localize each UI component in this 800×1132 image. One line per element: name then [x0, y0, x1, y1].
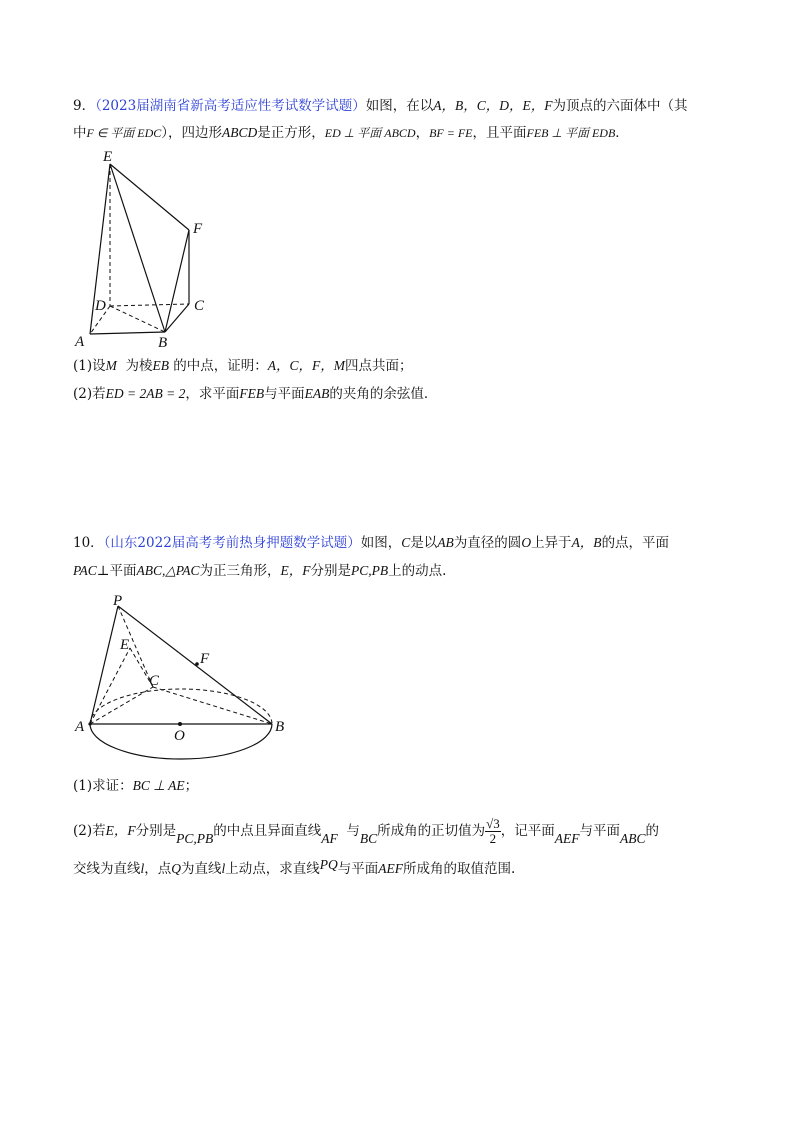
q9-text: 四点共面； [345, 358, 413, 374]
q10-math: ABC,△PAC [136, 563, 200, 578]
label-D: D [95, 298, 106, 314]
q10-text: 所成角的取值范围. [403, 861, 516, 877]
q10-stem-line1 [73, 533, 669, 553]
q10-text: 的 [645, 823, 659, 839]
q10-math: BC ⊥ AE [132, 778, 185, 793]
q10-math: BC [359, 831, 378, 846]
q9-condition: FEB ⊥ 平面 EDB [526, 126, 616, 140]
q10-text: 与平面 [579, 823, 620, 839]
fraction-denominator: 2 [489, 831, 497, 846]
label-C: C [194, 298, 205, 314]
q10-math: l [140, 861, 145, 876]
q10-source: （山东2022届高考考前热身押题数学试题） [103, 535, 361, 551]
q10-text: 分别是 [135, 823, 177, 839]
q9-stem-line2 [73, 123, 629, 143]
q10-math: E，F [105, 823, 136, 838]
q9-math: A，C，F，M [267, 358, 346, 373]
q10-part1 [73, 776, 198, 796]
hidden-edge-DC [110, 304, 189, 306]
q10-math: AEF [554, 831, 580, 846]
q10-text: (2)若 [73, 823, 106, 839]
q10-text: (1)求证： [73, 778, 133, 794]
q10-math: PAC [73, 563, 97, 578]
q10-text: ； [184, 778, 199, 794]
hidden-edge-CB [153, 687, 272, 724]
q10-part2-line1 [73, 816, 659, 846]
q9-text: 的夹角的余弦值． [329, 386, 438, 402]
q9-math: FEB [239, 386, 265, 401]
q10-text: 上异于 [531, 535, 572, 551]
q9-stem-line1 [73, 96, 687, 116]
fraction-sqrt3-over-2 [485, 817, 501, 846]
q10-text: ，记平面 [500, 823, 555, 839]
q10-math: l [221, 861, 226, 876]
q9-text: (1)设 [73, 358, 106, 374]
q10-text: 交线为直线 [73, 861, 141, 877]
point-A [88, 722, 91, 725]
q10-math: O [521, 535, 532, 550]
q9-part2 [73, 384, 437, 404]
q10-text: ，点 [144, 861, 172, 877]
q9-text: ． [615, 125, 629, 141]
q10-math: PQ [319, 857, 338, 872]
label-B: B [275, 719, 285, 735]
q9-part1 [73, 356, 413, 376]
q9-text: 中 [73, 125, 87, 141]
fraction-numerator: √3 [486, 816, 500, 831]
q10-stem-line2 [73, 561, 446, 581]
q9-text: 为顶点的六面体中（其 [552, 98, 688, 114]
q10-text: ⊥平面 [96, 563, 137, 579]
q10-text: 所成角的正切值为 [377, 823, 486, 839]
label-C: C [149, 673, 160, 689]
q9-text: ，且平面 [472, 125, 527, 141]
label-A: A [75, 334, 85, 350]
edge-PA [90, 606, 118, 724]
q10-text: 为正三角形， [199, 563, 281, 579]
q9-math: EAB [304, 386, 330, 401]
q10-text: 与 [346, 823, 360, 839]
edge-EF [110, 164, 189, 230]
label-A: A [75, 719, 85, 735]
q10-math: E，F [280, 563, 311, 578]
label-P: P [113, 593, 123, 609]
label-F: F [193, 221, 203, 237]
q9-condition: F ∈ 平面 EDC [86, 126, 162, 140]
q9-vertices: A，B，C，D，E，F [433, 98, 553, 113]
q10-text: 为直径的圆 [453, 535, 522, 551]
q10-text: 如图， [360, 535, 402, 551]
label-E: E [103, 149, 113, 165]
edge-PB [118, 606, 272, 724]
q10-text: 上动点，求直线 [225, 861, 320, 877]
q10-text: 与平面 [337, 861, 379, 877]
edge-AB [90, 332, 165, 334]
q9-text: 与平面 [264, 386, 305, 402]
q10-text: 的点，平面 [601, 535, 670, 551]
q9-text: ，求平面 [185, 386, 240, 402]
q9-source: （2023届湖南省新高考适应性考试数学试题） [95, 98, 366, 114]
q10-math: ABC [620, 831, 646, 846]
label-F: F [200, 651, 210, 667]
q10-part2-line2 [73, 859, 515, 879]
edge-EB [110, 164, 165, 332]
q9-square: ABCD [222, 125, 258, 140]
q10-math: AB [437, 535, 454, 550]
q10-math: Q [171, 861, 182, 876]
q10-text: 的中点且异面直线 [213, 823, 322, 839]
q9-text: (2)若 [73, 386, 106, 402]
q9-condition: ED ⊥ 平面 ABCD [324, 126, 416, 140]
label-B: B [158, 335, 168, 350]
q10-text: 为直线 [181, 861, 222, 877]
q9-text: 如图，在以 [365, 98, 434, 114]
q10-text: 分别是 [310, 563, 351, 579]
center-point-O [178, 722, 182, 726]
q9-number: 9． [73, 98, 96, 114]
q10-math: PC,PB [350, 563, 389, 578]
q10-math: A，B [571, 535, 602, 550]
q10-text: 上的动点. [388, 563, 447, 579]
q9-condition: BF = FE [429, 126, 473, 140]
q9-math: M [105, 358, 117, 373]
q10-math: AEF [378, 861, 404, 876]
q10-figure [70, 590, 300, 770]
q9-text: 为棱 [125, 358, 153, 374]
q9-math: ED = 2AB = 2 [105, 386, 186, 401]
edge-FB [165, 230, 189, 332]
hidden-edge-DB [110, 306, 165, 332]
q9-text: ），四边形 [161, 125, 223, 141]
q10-math: AF [321, 831, 338, 846]
q9-text: 是正方形， [257, 125, 325, 141]
point-F [195, 662, 199, 666]
q10-text: 是以 [410, 535, 438, 551]
q10-math: C [401, 535, 411, 550]
q10-math: PC,PB [176, 831, 214, 846]
q9-figure [70, 148, 220, 350]
q10-number: 10． [73, 535, 104, 551]
q9-text: 的中点，证明： [173, 358, 268, 374]
circle-back-arc [90, 689, 272, 724]
q9-math: EB [152, 358, 169, 373]
q9-text: ， [415, 125, 430, 141]
label-E: E [120, 637, 130, 653]
label-O: O [174, 728, 185, 744]
